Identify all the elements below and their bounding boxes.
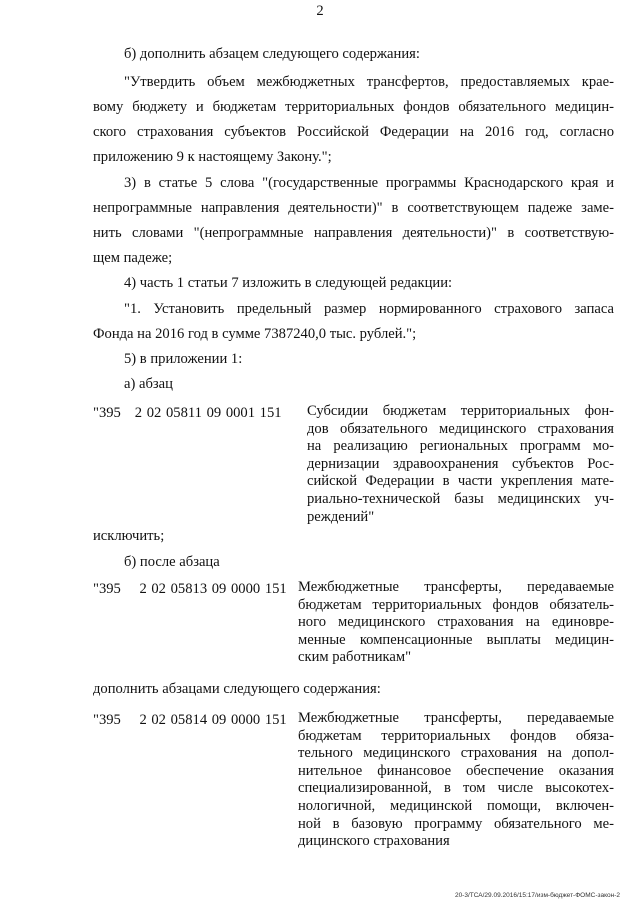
entry-description bbox=[298, 579, 614, 667]
text-line: Фонда на 2016 год в сумме 7387240,0 тыс. рублей."; bbox=[93, 326, 417, 342]
text-line: 5) в приложении 1: bbox=[124, 351, 243, 367]
description-line: ного медицинского страхования на единовре- bbox=[298, 614, 614, 631]
budget-code: "395 2 02 05811 09 0001 151 bbox=[93, 405, 282, 421]
description-line: сийской Федерации в части укрепления мате- bbox=[307, 473, 614, 490]
description-line: на реализацию региональных программ мо- bbox=[307, 438, 614, 455]
description-line: Межбюджетные трансферты, передаваемые bbox=[298, 710, 614, 726]
entry-description bbox=[298, 710, 614, 851]
description-line: ной в базовую программу обязательного ме- bbox=[298, 815, 614, 832]
entry-description bbox=[307, 403, 614, 526]
description-line: нологичной, медицинской помощи, включен- bbox=[298, 797, 614, 814]
amendment-b-intro: б) дополнить абзацем следующего содержания: bbox=[124, 46, 420, 62]
description-line: Межбюджетные трансферты, передаваемые bbox=[298, 579, 614, 595]
description-line: нительное финансовое обеспечение оказания bbox=[298, 762, 614, 779]
description-line: ским работникам" bbox=[298, 649, 412, 666]
description-line: менные компенсационные выплаты медицин- bbox=[298, 631, 614, 648]
text-line: а) абзац bbox=[124, 376, 173, 392]
description-line: дов обязательного медицинского страхования bbox=[307, 420, 614, 437]
budget-code: "395 2 02 05813 09 0000 151 bbox=[93, 581, 287, 597]
description-line: бюджетам территориальных фондов обязатель- bbox=[298, 596, 614, 613]
description-line: тельного медицинского страхования на допол- bbox=[298, 745, 614, 762]
description-line: дицинского страхования bbox=[298, 833, 450, 850]
add-paragraphs-text: дополнить абзацами следующего содержания: bbox=[93, 681, 381, 697]
text-line: вому бюджету и бюджетам территориальных фондов обязательного медицин- bbox=[93, 99, 614, 115]
text-line: "Утвердить объем межбюджетных трансфертов, предоставляемых крае- bbox=[124, 74, 614, 90]
document-footer-code: 20-3/ТСА/29.09.2016/15:17/изм-бюджет-ФОМС-закон-2 bbox=[454, 892, 620, 899]
description-line: реждений" bbox=[307, 508, 375, 525]
budget-code: "395 2 02 05814 09 0000 151 bbox=[93, 712, 287, 728]
description-line: риально-технической базы медицинских уч- bbox=[307, 490, 614, 507]
exclude-text: исключить; bbox=[93, 528, 165, 544]
text-line: "1. Установить предельный размер нормированного страхового запаса bbox=[124, 301, 614, 317]
text-line: 3) в статье 5 слова "(государственные программы Краснодарского края и bbox=[124, 175, 614, 191]
text-line: непрограммные направления деятельности)" в соответствующем падеже заме- bbox=[93, 200, 614, 216]
text-line: нить словами "(непрограммные направления деятельности)" в соответствую- bbox=[93, 225, 614, 241]
text-line: приложению 9 к настоящему Закону."; bbox=[93, 149, 332, 165]
text-line: ского страхования субъектов Российской Федерации на 2016 год, согласно bbox=[93, 124, 614, 140]
text-line: 4) часть 1 статьи 7 изложить в следующей редакции: bbox=[124, 275, 453, 291]
description-line: бюджетам территориальных фондов обяза- bbox=[298, 727, 614, 744]
description-line: специализированной, в том числе высокотех- bbox=[298, 780, 614, 797]
description-line: дернизации здравоохранения субъектов Рос- bbox=[307, 455, 614, 472]
description-line: Субсидии бюджетам территориальных фон- bbox=[307, 403, 614, 419]
after-paragraph-text: б) после абзаца bbox=[124, 554, 220, 570]
page-number: 2 bbox=[316, 3, 324, 19]
text-line: щем падеже; bbox=[93, 250, 173, 266]
